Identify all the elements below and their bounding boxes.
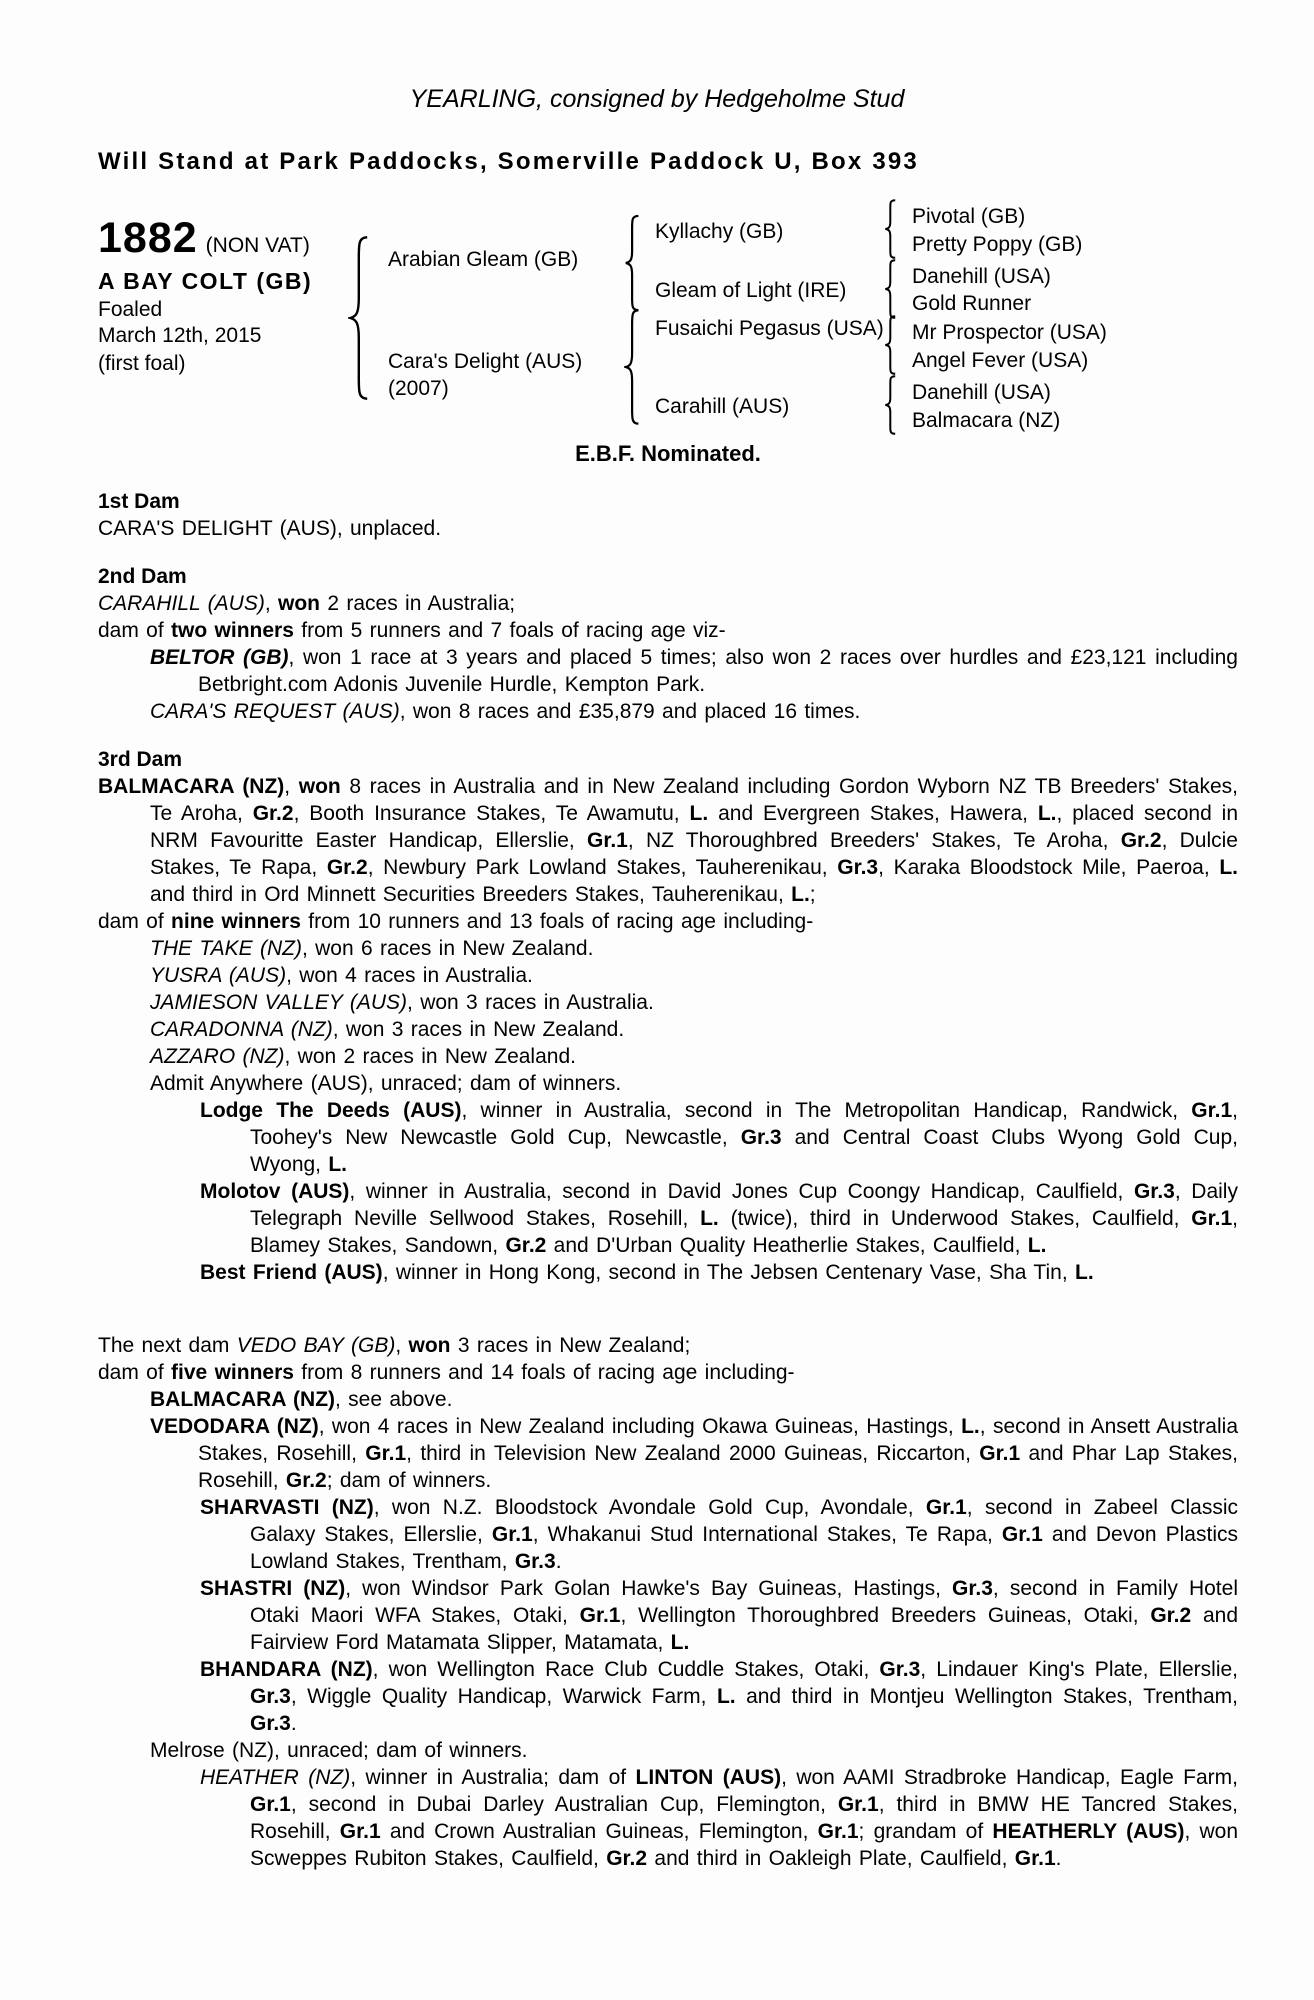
text-segment: ,: [264, 592, 278, 615]
text-segment: CARADONNA (NZ): [150, 1018, 333, 1041]
pedigree-paragraph: [98, 1070, 1238, 1097]
text-segment: ; grandam of: [858, 1820, 993, 1843]
text-segment: , won 3 races in New Zealand.: [332, 1018, 625, 1041]
vat-status: (NON VAT): [205, 234, 310, 257]
text-segment: nine winners: [171, 910, 301, 933]
text-segment: Gr.3: [514, 1550, 556, 1573]
text-segment: Molotov (AUS): [200, 1180, 350, 1203]
text-segment: , see above.: [335, 1388, 453, 1411]
text-segment: and Fairview Ford Matamata Slipper, Matamata,: [250, 1604, 1238, 1654]
dam-section: [98, 563, 1238, 725]
text-segment: L.: [1219, 856, 1238, 879]
text-segment: Gr.1: [817, 1820, 859, 1843]
text-segment: Gr.1: [579, 1604, 621, 1627]
text-segment: L.: [670, 1631, 690, 1654]
text-segment: , won Wellington Race Club Cuddle Stakes, Otaki,: [372, 1658, 880, 1681]
text-segment: Admit Anywhere (AUS), unraced; dam of winners.: [150, 1072, 622, 1095]
text-segment: AZZARO (NZ): [150, 1045, 285, 1068]
text-segment: L.: [689, 802, 709, 825]
text-segment: Gr.2: [1150, 1604, 1192, 1627]
pedigree-paragraph: [98, 773, 1238, 908]
text-segment: , third in BMW HE Tancred Stakes, Rosehill,: [250, 1793, 1238, 1843]
pedigree-brace-icon: [348, 234, 372, 402]
pedigree-paragraph: [98, 1737, 1238, 1764]
text-segment: L.: [961, 1415, 980, 1438]
text-segment: BHANDARA (NZ): [200, 1658, 373, 1681]
text-segment: Gr.2: [505, 1234, 547, 1257]
text-segment: Gr.3: [952, 1577, 993, 1600]
text-segment: , Toohey's New Newcastle Gold Cup, Newcastle,: [250, 1099, 1239, 1149]
text-segment: , won 1 race at 3 years and placed 5 times; also won 2 races over hurdles and £23,121 including Betbright.com Adonis Juvenile Hurdle, Kempton Park.: [198, 646, 1238, 696]
text-segment: Gr.1: [339, 1820, 381, 1843]
text-segment: THE TAKE (NZ): [150, 937, 302, 960]
pedigree-paragraph: [98, 617, 1238, 644]
foaled-date: March 12th, 2015: [98, 324, 262, 347]
pedigree-details: [98, 438, 1238, 1872]
pedigree-paragraph: [98, 1332, 1238, 1359]
text-segment: Gr.3: [837, 856, 879, 879]
location-line: Will Stand at Park Paddocks, Somerville Paddock U, Box 393: [98, 148, 919, 175]
text-segment: Gr.3: [250, 1712, 291, 1735]
text-segment: Gr.1: [837, 1793, 879, 1816]
text-segment: Best Friend (AUS): [200, 1261, 383, 1284]
text-segment: (twice), third in Underwood Stakes, Caulfield,: [718, 1207, 1192, 1230]
text-segment: L.: [700, 1207, 719, 1230]
pedigree-paragraph: [98, 1359, 1238, 1386]
text-segment: HEATHER (NZ): [200, 1766, 351, 1789]
text-segment: , won 3 races in Australia.: [407, 991, 654, 1014]
text-segment: , Wiggle Quality Handicap, Warwick Farm,: [290, 1685, 717, 1708]
pedigree-paragraph: [98, 1259, 1238, 1286]
text-segment: ,: [395, 1334, 409, 1357]
text-segment: and Phar Lap Stakes, Rosehill,: [198, 1442, 1238, 1492]
dam-name-text: Cara's Delight (AUS): [388, 350, 583, 373]
text-segment: ,: [284, 775, 299, 798]
text-segment: Gr.3: [1133, 1180, 1175, 1203]
text-segment: , second in Dubai Darley Australian Cup, Flemington,: [290, 1793, 838, 1816]
dam-section-heading: 1st Dam: [98, 490, 180, 513]
text-segment: Gr.1: [1191, 1207, 1233, 1230]
text-segment: , NZ Thoroughbred Breeders' Stakes, Te Aroha,: [627, 829, 1121, 852]
text-segment: , won 4 races in Australia.: [286, 964, 533, 987]
pedigree-paragraph: [98, 1494, 1238, 1575]
text-segment: , Lindauer King's Plate, Ellerslie,: [920, 1658, 1238, 1681]
lot-number: 1882: [98, 214, 198, 262]
text-segment: L.: [1027, 1234, 1047, 1257]
text-segment: and third in Ord Minnett Securities Breeders Stakes, Tauherenikau,: [150, 883, 792, 906]
gen3-name: Pivotal (GB): [912, 205, 1026, 228]
dam-section-heading: 3rd Dam: [98, 748, 183, 771]
pedigree-paragraph: [98, 1043, 1238, 1070]
text-segment: , second in Family Hotel Otaki Maori WFA Stakes, Otaki,: [250, 1577, 1238, 1627]
text-segment: , won Scweppes Rubiton Stakes, Caulfield,: [250, 1820, 1239, 1870]
pedigree-paragraph: [98, 590, 1238, 617]
text-segment: , winner in Hong Kong, second in The Jebsen Centenary Vase, Sha Tin,: [382, 1261, 1075, 1284]
text-segment: five winners: [171, 1361, 294, 1384]
text-segment: Lodge The Deeds (AUS): [200, 1099, 462, 1122]
pedigree-paragraph: [98, 515, 1238, 542]
ebf-nominated-line: E.B.F. Nominated.: [575, 441, 761, 466]
pedigree-brace-icon: [624, 308, 642, 426]
text-segment: Gr.2: [326, 856, 368, 879]
text-segment: 2 races in Australia;: [320, 592, 516, 615]
text-segment: Gr.2: [1120, 829, 1162, 852]
text-segment: LINTON (AUS): [635, 1766, 782, 1789]
colt-description: A BAY COLT (GB): [98, 268, 313, 294]
text-segment: JAMIESON VALLEY (AUS): [150, 991, 408, 1014]
sire-sire-name: Kyllachy (GB): [655, 220, 784, 243]
gen3-name: Mr Prospector (USA): [912, 321, 1107, 344]
text-segment: Gr.2: [606, 1847, 648, 1870]
text-segment: , Booth Insurance Stakes, Te Awamutu,: [293, 802, 690, 825]
text-segment: 3 races in New Zealand;: [450, 1334, 691, 1357]
dam-sections: [98, 488, 1238, 1872]
text-segment: VEDODARA (NZ): [150, 1415, 319, 1438]
text-segment: ; dam of winners.: [326, 1469, 492, 1492]
text-segment: and third in Oakleigh Plate, Caulfield,: [647, 1847, 1015, 1870]
gen3-name: Balmacara (NZ): [912, 409, 1061, 432]
text-segment: , Newbury Park Lowland Stakes, Tauherenikau,: [367, 856, 838, 879]
text-segment: HEATHERLY (AUS): [992, 1820, 1185, 1843]
dam-section: [98, 746, 1238, 1286]
text-segment: , won N.Z. Bloodstock Avondale Gold Cup, Avondale,: [373, 1496, 926, 1519]
text-segment: won: [278, 592, 320, 615]
text-segment: Gr.2: [285, 1469, 327, 1492]
pedigree-paragraph: [98, 1764, 1238, 1872]
text-segment: Gr.1: [250, 1793, 291, 1816]
pedigree-paragraph: [98, 1413, 1238, 1494]
text-segment: , winner in Australia, second in David Jones Cup Coongy Handicap, Caulfield,: [349, 1180, 1134, 1203]
text-segment: , won 4 races in New Zealand including Okawa Guineas, Hastings,: [318, 1415, 962, 1438]
dam-foaling-year: (2007): [388, 377, 449, 400]
text-segment: , won 8 races and £35,879 and placed 16 times.: [399, 700, 861, 723]
text-segment: Gr.3: [740, 1126, 782, 1149]
text-segment: and Devon Plastics Lowland Stakes, Trentham,: [250, 1523, 1238, 1573]
pedigree-brace-icon: [884, 259, 898, 319]
dam-section-heading: 2nd Dam: [98, 565, 187, 588]
text-segment: , winner in Australia, second in The Metropolitan Handicap, Randwick,: [461, 1099, 1192, 1122]
text-segment: , won AAMI Stradbroke Handicap, Eagle Farm,: [781, 1766, 1238, 1789]
sire-name: Arabian Gleam (GB): [388, 248, 579, 271]
text-segment: L.: [791, 883, 810, 906]
text-segment: L.: [716, 1685, 736, 1708]
text-segment: Gr.1: [491, 1523, 533, 1546]
text-segment: L.: [1075, 1261, 1094, 1284]
pedigree-paragraph: [98, 908, 1238, 935]
text-segment: and Central Coast Clubs Wyong Gold Cup, Wyong,: [250, 1126, 1238, 1176]
text-segment: L.: [1037, 802, 1057, 825]
text-segment: , Karaka Bloodstock Mile, Paeroa,: [878, 856, 1220, 879]
text-segment: and Evergreen Stakes, Hawera,: [708, 802, 1038, 825]
text-segment: dam of: [98, 910, 172, 933]
text-segment: L.: [328, 1153, 348, 1176]
pedigree-paragraph: [98, 1386, 1238, 1413]
text-segment: dam of: [98, 1361, 172, 1384]
text-segment: CARAHILL (AUS): [98, 592, 265, 615]
text-segment: Gr.1: [979, 1442, 1021, 1465]
text-segment: ;: [809, 883, 816, 906]
pedigree-brace-icon: [884, 375, 898, 435]
pedigree-paragraph: [98, 1656, 1238, 1737]
text-segment: , second in Zabeel Classic Galaxy Stakes, Ellerslie,: [250, 1496, 1238, 1546]
text-segment: The next dam: [98, 1334, 237, 1357]
text-segment: , winner in Australia; dam of: [350, 1766, 636, 1789]
text-segment: Gr.3: [879, 1658, 921, 1681]
text-segment: and third in Montjeu Wellington Stakes, Trentham,: [735, 1685, 1238, 1708]
text-segment: from 10 runners and 13 foals of racing age including-: [300, 910, 814, 933]
text-segment: won: [408, 1334, 451, 1357]
text-segment: CARA'S DELIGHT (AUS), unplaced.: [98, 517, 442, 540]
text-segment: Gr.1: [365, 1442, 407, 1465]
text-segment: Gr.1: [1191, 1099, 1233, 1122]
dam-section: [98, 1332, 1238, 1872]
text-segment: Gr.3: [250, 1685, 291, 1708]
gen3-name: Gold Runner: [912, 292, 1032, 315]
dam-sire-name: Fusaichi Pegasus (USA): [655, 317, 884, 340]
text-segment: , second in Ansett Australia Stakes, Rosehill,: [198, 1415, 1238, 1465]
consignment-line: YEARLING, consigned by Hedgeholme Stud: [409, 85, 905, 113]
pedigree-brace-icon: [624, 214, 642, 312]
pedigree-table: [0, 158, 1314, 448]
text-segment: from 8 runners and 14 foals of racing age including-: [293, 1361, 795, 1384]
text-segment: dam of: [98, 619, 172, 642]
pedigree-paragraph: [98, 644, 1238, 698]
text-segment: from 5 runners and 7 foals of racing age viz-: [293, 619, 726, 642]
text-segment: Gr.1: [1014, 1847, 1056, 1870]
text-segment: Gr.1: [925, 1496, 967, 1519]
text-segment: , Wellington Thoroughbred Breeders Guineas, Otaki,: [620, 1604, 1151, 1627]
text-segment: Gr.2: [252, 802, 294, 825]
text-segment: BALMACARA (NZ): [150, 1388, 336, 1411]
text-segment: and Crown Australian Guineas, Flemington,: [380, 1820, 818, 1843]
gen3-name: Angel Fever (USA): [912, 349, 1089, 372]
text-segment: , won Windsor Park Golan Hawke's Bay Guineas, Hastings,: [345, 1577, 953, 1600]
text-segment: CARA'S REQUEST (AUS): [150, 700, 400, 723]
text-segment: , Dulcie Stakes, Te Rapa,: [150, 829, 1238, 879]
pedigree-paragraph: [98, 1178, 1238, 1259]
text-segment: , Whakanui Stud International Stakes, Te Rapa,: [532, 1523, 1002, 1546]
text-segment: , won 6 races in New Zealand.: [301, 937, 594, 960]
text-segment: YUSRA (AUS): [150, 964, 287, 987]
text-segment: , won 2 races in New Zealand.: [284, 1045, 576, 1068]
pedigree-paragraph: [98, 962, 1238, 989]
text-segment: .: [555, 1550, 562, 1573]
text-segment: , Blamey Stakes, Sandown,: [250, 1207, 1238, 1257]
text-segment: , placed second in NRM Favouritte Easter Handicap, Ellerslie,: [150, 802, 1238, 852]
text-segment: Gr.1: [1001, 1523, 1043, 1546]
text-segment: SHASTRI (NZ): [200, 1577, 346, 1600]
pedigree-paragraph: [98, 1575, 1238, 1656]
pedigree-paragraph: [98, 989, 1238, 1016]
gen3-name: Pretty Poppy (GB): [912, 233, 1083, 256]
pedigree-paragraph: [98, 935, 1238, 962]
text-segment: Gr.1: [587, 829, 628, 852]
text-segment: VEDO BAY (GB): [236, 1334, 396, 1357]
foal-note: (first foal): [98, 352, 186, 375]
text-segment: , third in Television New Zealand 2000 Guineas, Riccarton,: [406, 1442, 980, 1465]
text-segment: .: [290, 1712, 297, 1735]
text-segment: .: [1055, 1847, 1062, 1870]
text-segment: BELTOR (GB): [150, 646, 289, 669]
pedigree-paragraph: [98, 1016, 1238, 1043]
text-segment: two winners: [171, 619, 294, 642]
pedigree-paragraph: [98, 698, 1238, 725]
pedigree-paragraph: [98, 1097, 1238, 1178]
text-segment: Melrose (NZ), unraced; dam of winners.: [150, 1739, 528, 1762]
gen3-name: Danehill (USA): [912, 381, 1051, 404]
text-segment: SHARVASTI (NZ): [200, 1496, 374, 1519]
text-segment: 8 races in Australia and in New Zealand including Gordon Wyborn NZ TB Breeders' Stakes, Te Aroha,: [150, 775, 1238, 825]
text-segment: and D'Urban Quality Heatherlie Stakes, Caulfield,: [546, 1234, 1028, 1257]
text-segment: , Daily Telegraph Neville Sellwood Stakes, Rosehill,: [250, 1180, 1238, 1230]
foaled-label: Foaled: [98, 298, 163, 321]
pedigree-brace-icon: [884, 199, 898, 259]
dam-name: [388, 348, 582, 402]
gen3-name: Danehill (USA): [912, 265, 1051, 288]
dam-dam-name: Carahill (AUS): [655, 395, 790, 418]
sire-dam-name: Gleam of Light (IRE): [655, 279, 847, 302]
lot-header: [98, 214, 310, 263]
text-segment: won: [298, 775, 341, 798]
dam-section: [98, 488, 1238, 542]
text-segment: BALMACARA (NZ): [98, 775, 285, 798]
